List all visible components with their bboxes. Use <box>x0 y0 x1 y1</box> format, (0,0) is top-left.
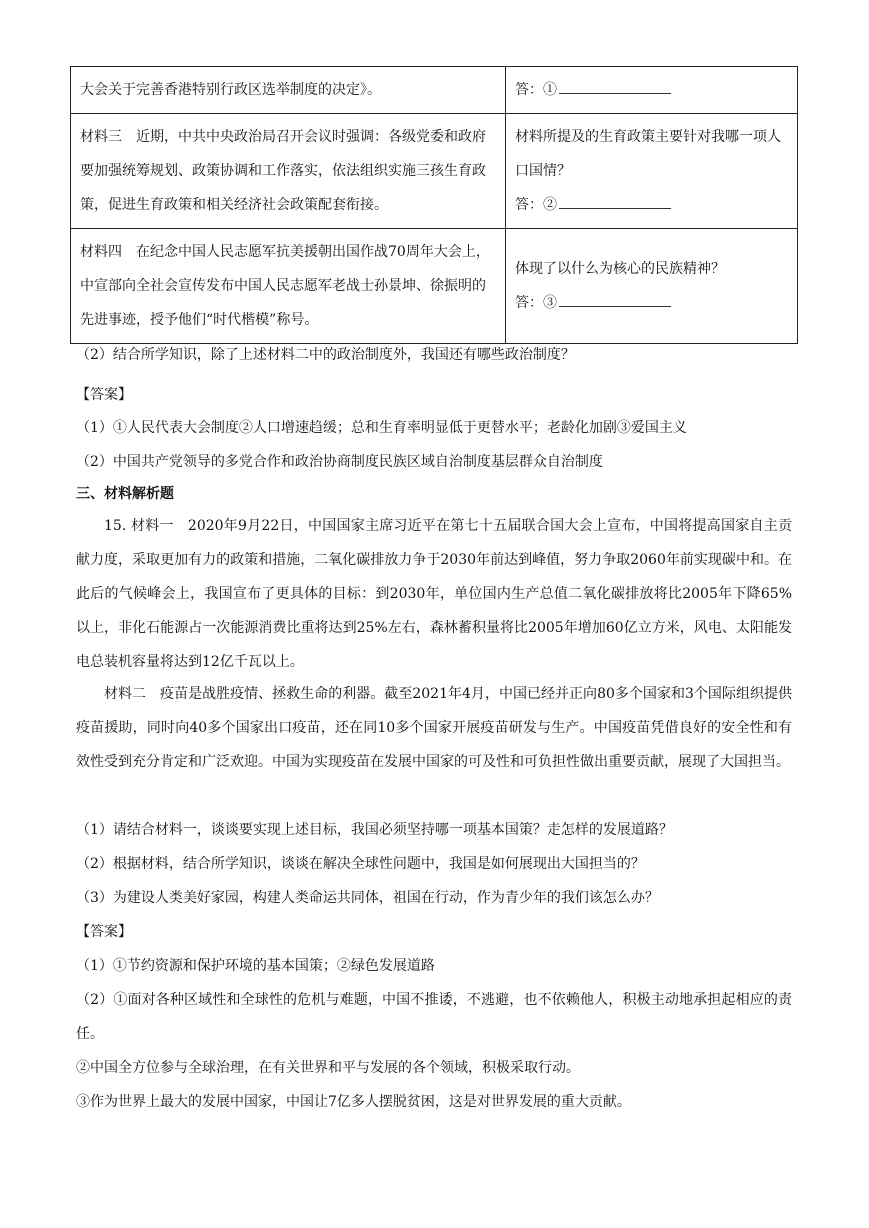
question-text: 材料所提及的生育政策主要针对我哪一项人口国情？ <box>515 129 781 179</box>
answer-15-2-part-2: ②中国全方位参与全球治理，在有关世界和平与发展的各个领域，积极采取行动。 <box>76 1060 580 1076</box>
answer-cell <box>506 67 798 114</box>
answer-15-2-part-3: ③作为世界上最大的发展中国家，中国让7亿多人摆脱贫困，这是对世界发展的重大贡献。 <box>76 1094 631 1110</box>
answer-prefix: 答：③ <box>515 295 557 311</box>
answer-label: 【答案】 <box>76 387 132 403</box>
question-cell <box>506 229 798 344</box>
material-text: 材料四 在纪念中国人民志愿军抗美援朝出国作战70周年大会上，中宣部向全社会宣传发布中国人民志愿军老战士孙景坤、徐振明的先进事迹，授予他们“时代楷模”称号。 <box>71 229 506 344</box>
answer-label: 【答案】 <box>76 924 132 940</box>
question-15-material-1: 15. 材料一 2020年9月22日，中国国家主席习近平在第七十五届联合国大会上宣布，中国将提高国家自主贡献力度，采取更加有力的政策和措施，二氧化碳排放力争于2030年前达到峰值，努力争取2060年前实现碳中和。在此后的气候峰会上，我国宣布了更具体的目标：到2030年，单位国内生产总值二氧化碳排放将比2005年下降65%以上，非化石能源占一次能源消费比重将达到25%左右，森林蓄积量将比2005年增加60亿立方米，风电、太阳能发电总装机容量将达到12亿千瓦以上。 <box>76 518 792 670</box>
answer-15-1: （1）①节约资源和保护环境的基本国策；②绿色发展道路 <box>76 958 435 974</box>
table-row <box>71 114 798 229</box>
question-15-3: （3）为建设人类美好家园，构建人类命运共同体，祖国在行动，作为青少年的我们该怎么办？ <box>76 890 659 906</box>
question-cell <box>506 114 798 229</box>
material-text: 大会关于完善香港特别行政区选举制度的决定》。 <box>71 67 506 114</box>
answer-blank[interactable] <box>559 194 671 209</box>
table-row <box>71 229 798 344</box>
material-text: 材料三 近期，中共中央政治局召开会议时强调：各级党委和政府要加强统筹规划、政策协调和工作落实，依法组织实施三孩生育政策，促进生育政策和相关经济社会政策配套衔接。 <box>71 114 506 229</box>
answer-14-1: （1）①人民代表大会制度②人口增速趋缓；总和生育率明显低于更替水平；老龄化加剧③爱国主义 <box>76 420 687 436</box>
table-row <box>71 67 798 114</box>
answer-blank[interactable] <box>559 79 671 94</box>
answer-prefix: 答：② <box>515 197 557 213</box>
question-14-2: （2）结合所学知识，除了上述材料二中的政治制度外，我国还有哪些政治制度？ <box>76 347 575 363</box>
answer-14-2: （2）中国共产党领导的多党合作和政治协商制度民族区域自治制度基层群众自治制度 <box>76 454 603 470</box>
question-text: 体现了以什么为核心的民族精神？ <box>515 261 725 277</box>
question-15-material-2: 材料二 疫苗是战胜疫情、拯救生命的利器。截至2021年4月，中国已经并正向80多个国家和3个国际组织提供疫苗援助，同时向40多个国家出口疫苗，还在同10多个国家开展疫苗研发与生产。中国疫苗凭借良好的安全性和有效性受到充分肯定和广泛欢迎。中国为实现疫苗在发展中国家的可及性和可负担性做出重要贡献，展现了大国担当。 <box>76 686 792 770</box>
question-15-1: （1）请结合材料一，谈谈要实现上述目标，我国必须坚持哪一项基本国策？走怎样的发展道路？ <box>76 822 673 838</box>
answer-prefix: 答：① <box>515 82 557 98</box>
materials-table <box>70 66 798 344</box>
answer-blank[interactable] <box>559 292 671 307</box>
answer-15-2-part-1: （2）①面对各种区域性和全球性的危机与难题，中国不推诿，不逃避，也不依赖他人，积极主动地承担起相应的责任。 <box>76 992 792 1042</box>
question-15-2: （2）根据材料，结合所学知识，谈谈在解决全球性问题中，我国是如何展现出大国担当的？ <box>76 856 645 872</box>
section-title: 三、材料解析题 <box>76 486 174 502</box>
